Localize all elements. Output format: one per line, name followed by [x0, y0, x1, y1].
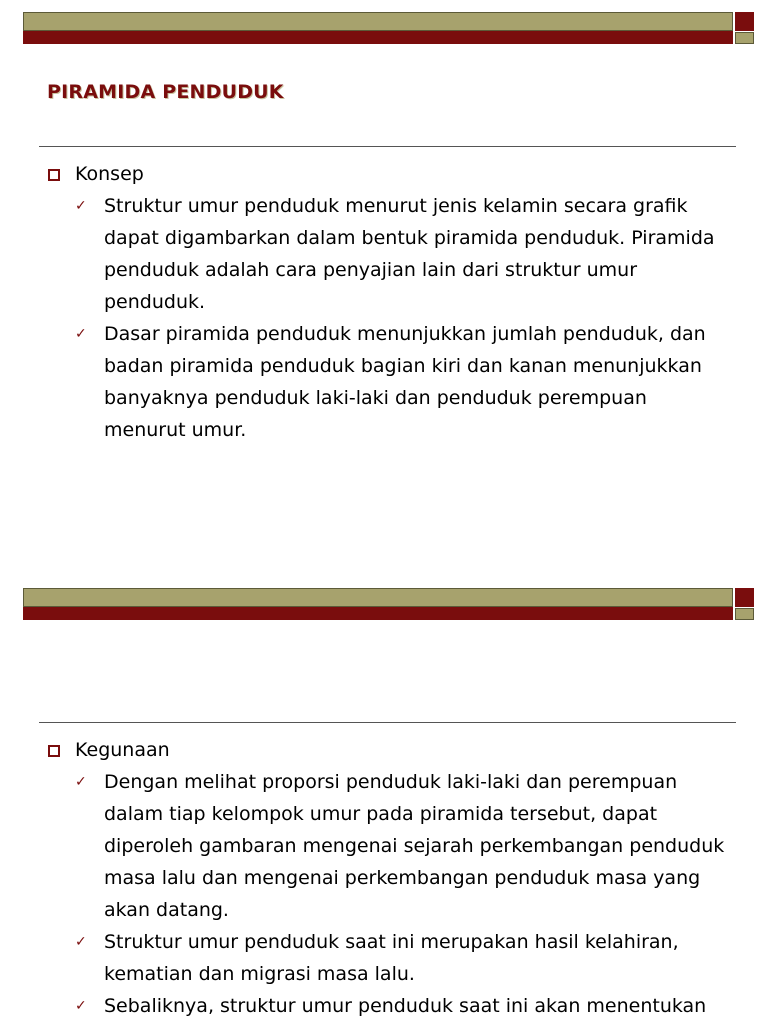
sub-bullet-item: [75, 190, 730, 318]
header-maroon-stripe: [23, 31, 733, 44]
checkmark-icon: ✓: [75, 326, 87, 342]
header-bar: [23, 12, 754, 44]
bullet-section-kegunaan: [40, 734, 730, 1022]
sub-bullet-text: Sebaliknya, struktur umur penduduk saat ini akan menentukan: [104, 995, 707, 1017]
sub-bullet-text: Struktur umur penduduk menurut jenis kelamin secara grafik dapat digambarkan dalam bentuk piramida penduduk. Piramida penduduk adalah cara penyajian lain dari struktur umur penduduk.: [104, 195, 715, 313]
section-heading: Konsep: [75, 163, 144, 185]
sub-bullet-list: [75, 190, 730, 446]
checkmark-icon: ✓: [75, 998, 87, 1014]
title-divider: [39, 146, 736, 147]
slide-2: [0, 576, 768, 1024]
bullet-section-konsep: [40, 158, 730, 446]
square-bullet-icon: [48, 745, 60, 757]
checkmark-icon: ✓: [75, 198, 87, 214]
header-bar: [23, 588, 754, 620]
square-bullet-icon: [48, 169, 60, 181]
sub-bullet-item: [75, 926, 730, 990]
header-corner-square-top: [735, 12, 754, 31]
sub-bullet-text: Struktur umur penduduk saat ini merupakan hasil kelahiran, kematian dan migrasi masa lalu.: [104, 931, 679, 985]
sub-bullet-text: Dengan melihat proporsi penduduk laki-laki dan perempuan dalam tiap kelompok umur pada piramida tersebut, dapat diperoleh gambaran mengenai sejarah perkembangan penduduk masa lalu dan mengenai perkembangan penduduk masa yang akan datang.: [104, 771, 725, 921]
slide-title: PIRAMIDA PENDUDUK: [47, 81, 284, 103]
sub-bullet-list: [75, 766, 730, 1022]
header-corner-square-bottom: [735, 608, 754, 620]
title-divider: [39, 722, 736, 723]
slide-1-content: [40, 158, 730, 446]
header-olive-stripe: [23, 588, 733, 607]
section-heading: Kegunaan: [75, 739, 170, 761]
sub-bullet-item: [75, 318, 730, 446]
header-maroon-stripe: [23, 607, 733, 620]
header-corner-square-top: [735, 588, 754, 607]
header-corner-square-bottom: [735, 32, 754, 44]
header-olive-stripe: [23, 12, 733, 31]
sub-bullet-item: [75, 766, 730, 926]
checkmark-icon: ✓: [75, 774, 87, 790]
sub-bullet-item: [75, 990, 730, 1022]
checkmark-icon: ✓: [75, 934, 87, 950]
sub-bullet-text: Dasar piramida penduduk menunjukkan jumlah penduduk, dan badan piramida penduduk bagian kiri dan kanan menunjukkan banyaknya penduduk laki-laki dan penduduk perempuan menurut umur.: [104, 323, 706, 441]
slide-2-content: [40, 734, 730, 1022]
